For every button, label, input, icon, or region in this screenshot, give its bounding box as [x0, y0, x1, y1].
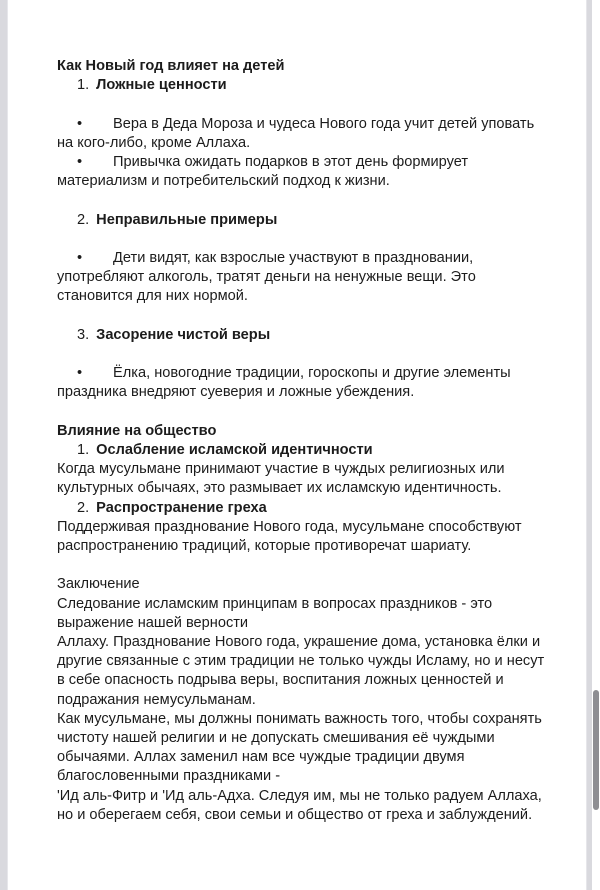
body-paragraph: Как мусульмане, мы должны понимать важность того, чтобы сохранять чистоту нашей религии и не допускать смешивания её чуждыми обычаями. Аллах заменил нам все чуждые традиции двумя благословенными праздниками -: [57, 710, 542, 785]
body-paragraph: Следование исламским принципам в вопросах праздников - это выражение нашей верности: [57, 595, 493, 631]
bullet-marker-icon: •: [77, 249, 83, 266]
bullet-paragraph: [57, 364, 553, 402]
bullet-marker-icon: •: [77, 115, 83, 132]
list-item-label: Засорение чистой веры: [96, 326, 271, 343]
bullet-marker-icon: •: [77, 365, 83, 382]
list-item-number: 1.: [77, 441, 90, 458]
blank-line: [57, 191, 553, 210]
blank-line: [57, 345, 553, 364]
body-paragraph: Заключение: [57, 576, 140, 593]
numbered-list-item: [57, 499, 553, 518]
bullet-paragraph: [57, 153, 553, 191]
document-body: [57, 57, 553, 825]
body-paragraph: Аллаху. Празднование Нового года, украшение дома, установка ёлки и другие связанные с этим традиции не только чужды Исламу, но и несут в себе опасность подрыва веры, воспитания ложных ценностей и подражания немусульманам.: [57, 633, 545, 708]
numbered-list-item: [57, 441, 553, 460]
section-heading: Как Новый год влияет на детей: [57, 58, 285, 74]
numbered-list-item: [57, 326, 553, 345]
page-content-area: [8, 0, 586, 825]
bullet-marker-icon: •: [77, 154, 83, 170]
list-item-number: 2.: [77, 211, 90, 228]
list-item-number: 1.: [77, 77, 90, 94]
list-item-number: 2.: [77, 499, 90, 516]
list-item-label: Распространение греха: [96, 499, 267, 516]
list-item-label: Ложные ценности: [96, 77, 227, 94]
vertical-scrollbar-thumb[interactable]: [593, 690, 599, 810]
vertical-scrollbar-track[interactable]: [592, 0, 600, 890]
bullet-text: Вера в Деда Мороза и чудеса Нового года учит детей уповать на кого-либо, кроме Аллаха.: [57, 115, 535, 151]
body-paragraph: Когда мусульмане принимают участие в чуждых религиозных или культурных обычаях, это размывает их исламскую идентичность.: [57, 461, 505, 497]
bullet-paragraph: [57, 115, 553, 153]
bullet-text: Привычка ожидать подарков в этот день формирует материализм и потребительский подход к жизни.: [57, 154, 469, 190]
bullet-text: Ёлка, новогодние традиции, гороскопы и другие элементы праздника внедряют суеверия и ложные убеждения.: [57, 365, 511, 401]
section-heading: Влияние на общество: [57, 422, 217, 439]
list-item-number: 3.: [77, 326, 90, 343]
blank-line: [57, 403, 553, 422]
list-item-label: Неправильные примеры: [96, 211, 278, 228]
list-item-label: Ослабление исламской идентичности: [96, 441, 373, 458]
document-page: [8, 0, 586, 890]
blank-line: [57, 307, 553, 326]
blank-line: [57, 95, 553, 114]
numbered-list-item: [57, 76, 553, 95]
blank-line: [57, 230, 553, 249]
bullet-text: Дети видят, как взрослые участвуют в праздновании, употребляют алкоголь, тратят деньги на ненужные вещи. Это становится для них нормой.: [57, 249, 476, 305]
blank-line: [57, 556, 553, 575]
bullet-paragraph: [57, 249, 553, 307]
body-paragraph: 'Ид аль-Фитр и 'Ид аль-Адха. Следуя им, мы не только радуем Аллаха, но и оберегаем себя, свои семьи и общество от греха и заблуждений.: [57, 787, 542, 823]
body-paragraph: Поддерживая празднование Нового года, мусульмане способствуют распространению традиций, которые противоречат шариату.: [57, 518, 522, 554]
numbered-list-item: [57, 211, 553, 230]
